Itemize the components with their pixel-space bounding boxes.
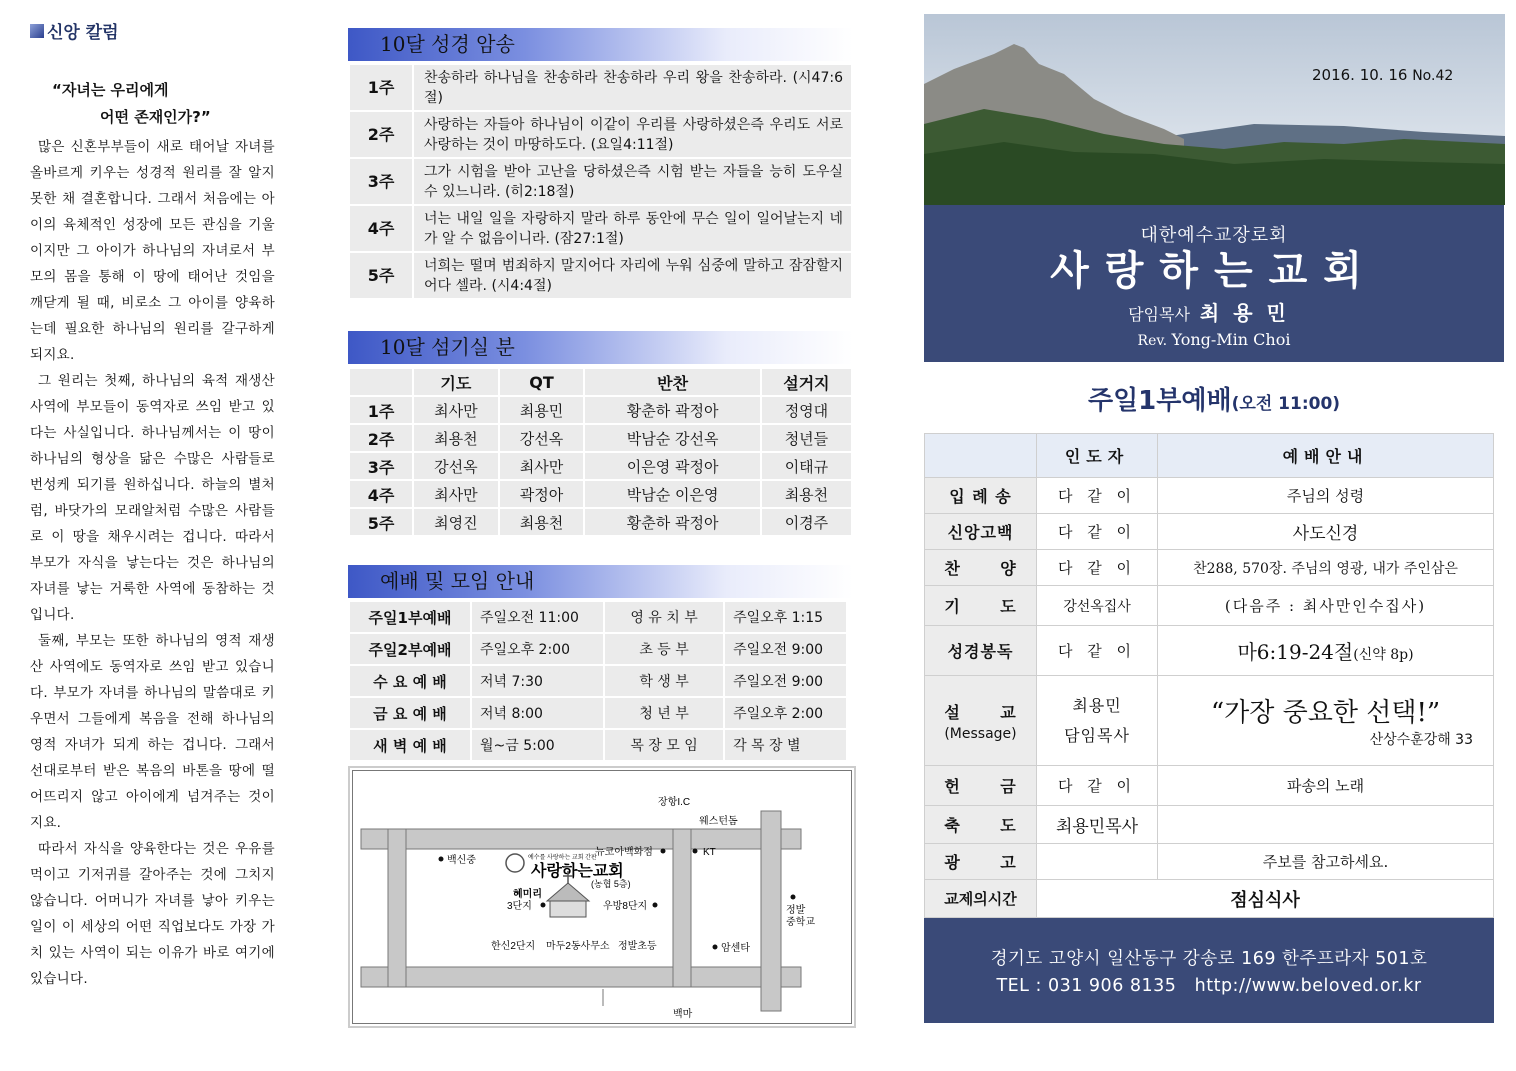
map-label: 정발초등 (618, 941, 657, 952)
table-row: 수 요 예 배 저녁 7:30 학 생 부 주일오전 9:00 (349, 665, 847, 697)
map-label: 예수를 사랑하는 교회 간판 (528, 855, 597, 861)
service-duty-table (348, 367, 853, 537)
table-header-row: 기도 QT 반찬 설거지 (349, 368, 852, 396)
map-road (361, 829, 801, 849)
service-time: (오전 11:00) (1231, 394, 1341, 414)
table-row: 2주 최용천 강선옥 박남순 강선옥 청년들 (349, 424, 852, 452)
table-row: 기 도 강선옥집사 (다음주 : 최사만인수집사) (925, 586, 1494, 626)
map-label: 암센타 (721, 943, 750, 954)
map-label: KT (703, 847, 716, 858)
table-row: 헌 금 다 같 이 파송의 노래 (925, 766, 1494, 806)
worship-guide-table (348, 600, 848, 762)
column-title: “자녀는 우리에게 어떤 존재인가?” (52, 81, 211, 126)
column-paragraph: 따라서 자식을 양육한다는 것은 우유를 먹이고 기저귀를 갈아주는 것에 그치지 않습니다. 어머니가 자녀를 낳아 키우는 일이 이 세상의 어떤 직업보다도 가장 가치 있는 사역이 되는 이유가 바로 여기에 있습니다. (30, 841, 275, 987)
map-label: 3단지 (507, 901, 532, 912)
scripture-reading: 마6:19-24절(신약 8p) (1158, 626, 1494, 676)
service-duty-header: 10달 섬기실 분 (348, 331, 853, 364)
church-name: 사랑하는교회 (1050, 248, 1378, 294)
table-row: 5주 최영진 최용천 황춘하 곽정아 이경주 (349, 508, 852, 536)
heading-marker-icon (30, 24, 44, 38)
table-row: 3주 그가 시험을 받아 고난을 당하셨은즉 시험 받는 자들을 능히 도우실 수 있느니라. (히2:18절) (349, 158, 852, 205)
map-label: 중학교 (786, 917, 815, 928)
service-title: 주일1부예배(오전 11:00) (1087, 386, 1341, 416)
table-row: 광 고 주보를 참고하세요. (925, 844, 1494, 880)
map-label: 정발 (786, 905, 806, 916)
pastor-line: 담임목사 최용민 (1128, 301, 1300, 325)
column-paragraph: 둘째, 부모는 또한 하나님의 영적 재생산 사역에도 동역자로 쓰임 받고 있습니다. 부모가 자녀를 하나님의 말씀대로 키우면서 그들에게 복음을 전해 하나님의 영적 자녀가 되게 하는 겁니다. 그래서 선대로부터 받은 복음의 바톤을 땅에 떨어뜨리지 않고 아이에게 넘겨주는 것이지요. (30, 633, 275, 831)
table-row: 주일2부예배 주일오후 2:00 초 등 부 주일오전 9:00 (349, 633, 847, 665)
table-row: 4주 최사만 곽정아 박남순 이은영 최용천 (349, 480, 852, 508)
faith-column (30, 18, 275, 992)
map-drawing (353, 771, 853, 1025)
map-road (673, 829, 691, 987)
telephone: TEL : 031 906 8135 (996, 976, 1177, 996)
table-row: 1주 최사만 최용민 황춘하 곽정아 정영대 (349, 396, 852, 424)
church-logo-icon (506, 854, 524, 872)
map-label: 백마 (673, 1009, 693, 1020)
church-banner (924, 205, 1504, 362)
table-row: 5주 너희는 떨며 범죄하지 말지어다 자리에 누워 심중에 말하고 잠잠할지어다 셀라. (시4:4절) (349, 252, 852, 299)
column-heading: 신앙 칼럼 (30, 18, 275, 43)
table-row: 주일1부예배 주일오전 11:00 영 유 치 부 주일오후 1:15 (349, 601, 847, 633)
denomination: 대한예수교장로회 (1140, 225, 1288, 246)
mountain-landscape-image (924, 14, 1505, 205)
map-road (761, 811, 781, 1011)
table-row: 교제의시간 점심식사 (925, 880, 1494, 918)
church-address-footer (924, 918, 1494, 1023)
table-row: 2주 사랑하는 자들아 하나님이 이같이 우리를 사랑하셨은즉 우리도 서로 사랑하는 것이 마땅하도다. (요일4:11절) (349, 111, 852, 158)
contact-line (924, 976, 1494, 996)
map-label: 혜미리 (513, 889, 542, 900)
sermon-title: “가장 중요한 선택!” 산상수훈강해 33 (1158, 676, 1494, 766)
mountain-photo (924, 14, 1505, 205)
table-row: 입 례 송 다 같 이 주님의 성령 (925, 478, 1494, 514)
map-road (361, 967, 801, 987)
column-paragraph: 그 원리는 첫째, 하나님의 육적 재생산 사역에 부모들이 동역자로 쓰임 받고 있다는 사실입니다. 하나님께서는 이 땅이 하나님의 형상을 닮은 수많은 사람들로 번성케 되기를 원하십니다. 하늘의 별처럼, 바닷가의 모래알처럼 수많은 사람들로 이 땅을 채우시려는 겁니다. 따라서 부모가 자식을 낳는다는 것은 하나님의 자녀를 낳는 거룩한 사역에 동참하는 것입니다. (30, 373, 275, 623)
table-row: 3주 강선옥 최사만 이은영 곽정아 이태규 (349, 452, 852, 480)
table-row: 성경봉독 다 같 이 마6:19-24절(신약 8p) (925, 626, 1494, 676)
church-location-map (352, 770, 852, 1024)
map-label: 한신2단지 (491, 941, 536, 952)
column-body (30, 134, 275, 992)
website-link[interactable]: http://www.beloved.or.kr (1194, 976, 1422, 996)
address: 경기도 고양시 일산동구 강송로 169 한주프라자 501호 (990, 949, 1428, 969)
memory-verse-table (348, 63, 853, 300)
table-row: 4주 너는 내일 일을 자랑하지 말라 하루 동안에 무슨 일이 일어날는지 네가 알 수 없음이니라. (잠27:1절) (349, 205, 852, 252)
map-label: 사랑하는교회 (531, 863, 624, 880)
issue-number: No.42 (1412, 68, 1454, 84)
map-label: 마두2동사무소 (546, 941, 610, 952)
map-label: (농협 5층) (591, 879, 631, 889)
map-label: 뉴코아백화점 (595, 847, 653, 858)
map-label: 장항I.C (658, 797, 691, 808)
map-label: 백신중 (447, 855, 476, 866)
order-of-service-table (924, 433, 1494, 918)
map-road (388, 829, 406, 987)
table-row: 1주 찬송하라 하나님을 찬송하라 찬송하라 우리 왕을 찬송하라. (시47:6절) (349, 64, 852, 111)
memory-verse-header: 10달 성경 암송 (348, 28, 853, 61)
table-row: 신앙고백 다 같 이 사도신경 (925, 514, 1494, 550)
table-row: 새 벽 예 배 월~금 5:00 목 장 모 임 각 목 장 별 (349, 729, 847, 761)
column-paragraph: 많은 신혼부부들이 새로 태어날 자녀를 올바르게 키우는 성경적 원리를 잘 알지 못한 채 결혼합니다. 그래서 처음에는 아이의 육체적인 성장에 모든 관심을 기울이지만 그 아이가 하나님의 자녀로서 부모의 몸을 통해 이 땅에 태어난 것임을 깨닫게 될 때, 비로소 그 아이를 양육하는데 필요한 하나님의 원리를 갈구하게 되지요. (30, 139, 275, 363)
table-header-row: 인도자 예배안내 (925, 434, 1494, 478)
map-label: 웨스턴돔 (699, 816, 738, 827)
table-row: 찬 양 다 같 이 찬288, 570장. 주님의 영광, 내가 주인삼은 (925, 550, 1494, 586)
pastor-english: Rev. Yong-Min Choi (1137, 330, 1291, 349)
worship-guide-header: 예배 및 모임 안내 (348, 565, 853, 598)
table-row: 축 도 최용민목사 (925, 806, 1494, 844)
map-label: 우방8단지 (603, 901, 648, 912)
table-row: 설 교 (Message) 최용민 담임목사 “가장 중요한 선택!” 산상수훈강해 33 (925, 676, 1494, 766)
table-row: 금 요 예 배 저녁 8:00 청 년 부 주일오후 2:00 (349, 697, 847, 729)
issue-date: 2016. 10. 16 No.42 (1312, 66, 1454, 84)
